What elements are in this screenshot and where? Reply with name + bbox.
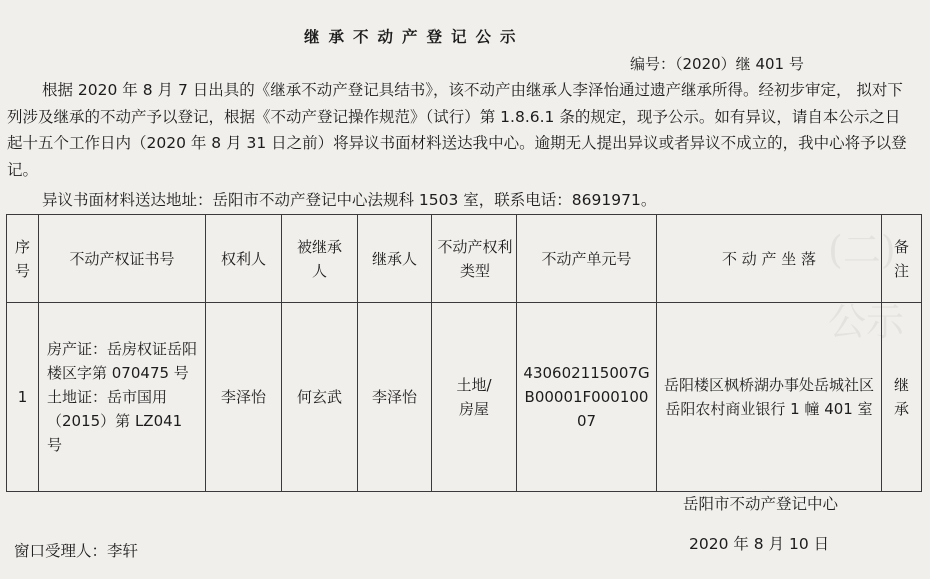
- window-receiver: 窗口受理人：李轩: [14, 542, 139, 560]
- cell-unit-no: 430602115007GB00001F00010007: [517, 303, 657, 492]
- cell-remark: 继承: [882, 303, 922, 492]
- header-unit-no: 不动产单元号: [517, 215, 657, 303]
- cell-owner: 李泽怡: [206, 303, 282, 492]
- header-remark: 备注: [882, 215, 922, 303]
- show-through-text: (二): [828, 228, 896, 272]
- cell-location: 岳阳楼区枫桥湖办事处岳城社区岳阳农村商业银行 1 幢 401 室: [657, 303, 882, 492]
- header-seq: 序号: [7, 215, 39, 303]
- table-row: [7, 303, 922, 492]
- cell-heir: 李泽怡: [358, 303, 432, 492]
- objection-address: 异议书面材料送达地址：岳阳市不动产登记中心法规科 1503 室，联系电话：8691971。: [42, 191, 657, 209]
- header-location: 不 动 产 坐 落: [657, 215, 882, 303]
- document-title: 继承不动产登记公示: [304, 28, 525, 46]
- header-cert-no: 不动产权证书号: [39, 215, 206, 303]
- cell-right-type: 土地/房屋: [432, 303, 517, 492]
- document-number: 编号：（2020）继 401 号: [630, 55, 804, 73]
- header-deceased: 被继承人: [282, 215, 358, 303]
- cell-deceased: 何玄武: [282, 303, 358, 492]
- issuing-organization: 岳阳市不动产登记中心: [683, 495, 839, 513]
- table-header-row: [7, 215, 922, 303]
- header-right-type: 不动产权利类型: [432, 215, 517, 303]
- registration-table: [6, 214, 922, 492]
- show-through-text: 公示: [828, 300, 905, 344]
- cell-seq: 1: [7, 303, 39, 492]
- notice-paragraph: 根据 2020 年 8 月 7 日出具的《继承不动产登记具结书》，该不动产由继承人李泽怡通过遗产继承所得。经初步审定， 拟对下列涉及继承的不动产予以登记，根据《不动产登记操作规范》（试行）第 1.8.6.1 条的规定，现予公示。如有异议，请自本公示之日起十五个工作日内（2020 年 8 月 31 日之前）将异议书面材料送达我中心。逾期无人提出异议或者异议不成立的，我中心将予以登记。: [7, 81, 907, 179]
- issue-date: 2020 年 8 月 10 日: [689, 535, 830, 553]
- cell-cert-no: 房产证：岳房权证岳阳楼区字第 070475 号土地证：岳市国用（2015）第 LZ041 号: [39, 303, 206, 492]
- header-owner: 权利人: [206, 215, 282, 303]
- header-heir: 继承人: [358, 215, 432, 303]
